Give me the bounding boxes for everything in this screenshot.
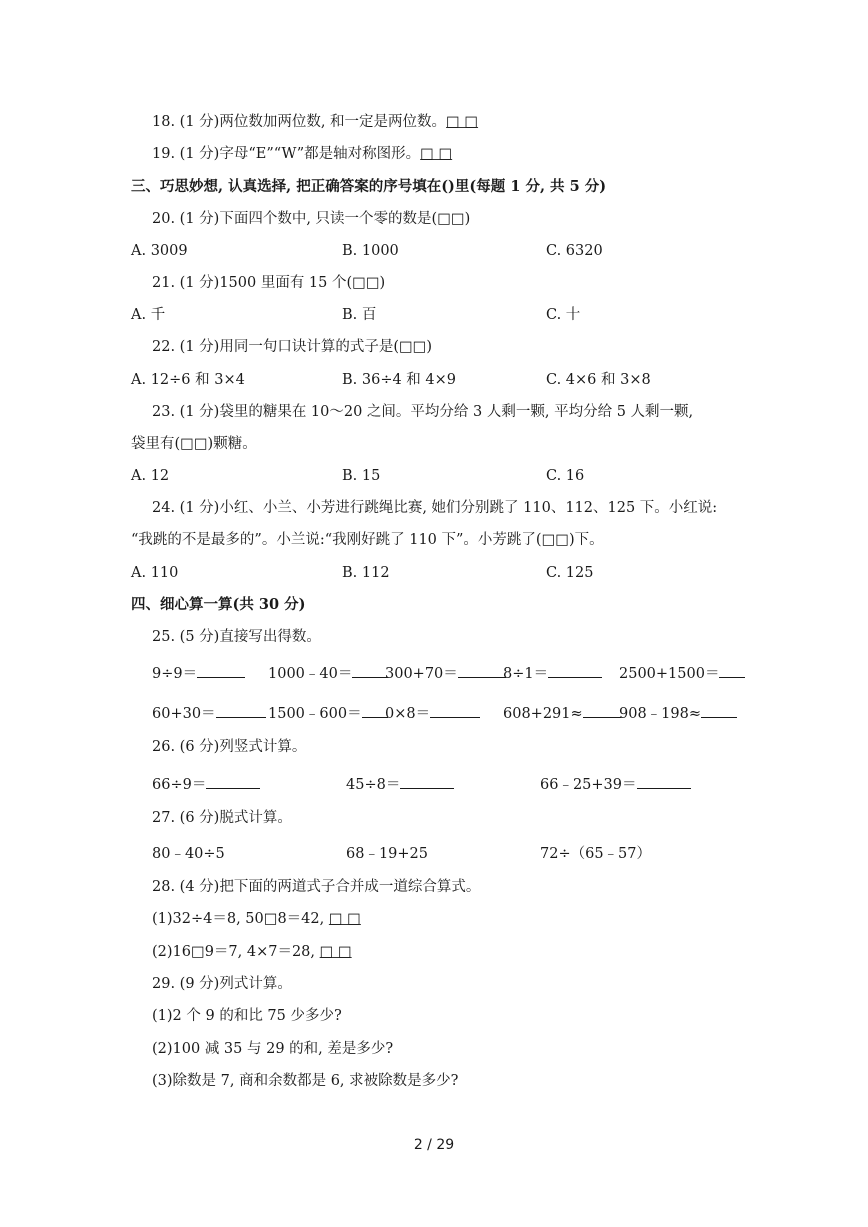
calc-item: 1500﹣600＝	[268, 703, 388, 724]
answer-blank[interactable]: □ □	[328, 911, 361, 927]
question-26: 26. (6 分)列竖式计算。	[152, 739, 307, 755]
calc-item: 0×8＝	[385, 703, 480, 724]
option-a[interactable]: A. 12÷6 和 3×4	[131, 372, 245, 388]
question-19	[152, 144, 452, 164]
calc-item: 66÷9＝	[152, 774, 260, 795]
page-number: 2 / 29	[413, 1137, 455, 1153]
calc-item: 2500+1500＝	[619, 663, 745, 684]
answer-blank[interactable]	[352, 663, 388, 678]
option-c[interactable]: C. 125	[546, 565, 594, 581]
question-29: 29. (9 分)列式计算。	[152, 976, 292, 992]
calc-item: 300+70＝	[385, 663, 506, 684]
section-heading-3: 三、巧思妙想, 认真选择, 把正确答案的序号填在()里(每题 1 分, 共 5 分)	[131, 178, 607, 195]
question-23-line-2: 袋里有(□□)颗糖。	[131, 436, 257, 452]
calc-item: 8÷1＝	[503, 663, 602, 684]
option-b[interactable]: B. 112	[342, 565, 390, 581]
section-heading-4: 四、细心算一算(共 30 分)	[131, 596, 306, 613]
question-19-text: 19. (1 分)字母“E”“W”都是轴对称图形。	[152, 146, 421, 162]
answer-blank[interactable]	[400, 774, 454, 789]
calc-item: 9÷9＝	[152, 663, 245, 684]
question-22: 22. (1 分)用同一句口诀计算的式子是(□□)	[152, 339, 433, 355]
question-24-line-2: “我跳的不是最多的”。小兰说:“我刚好跳了 110 下”。小芳跳了(□□)下。	[131, 532, 604, 548]
answer-blank[interactable]	[216, 703, 266, 718]
question-21: 21. (1 分)1500 里面有 15 个(□□)	[152, 275, 386, 291]
answer-blank[interactable]	[206, 774, 260, 789]
question-18-text: 18. (1 分)两位数加两位数, 和一定是两位数。	[152, 114, 447, 130]
question-28-part-2: (2)16□9＝7, 4×7＝28, □ □	[152, 944, 352, 960]
answer-blank[interactable]	[362, 703, 388, 718]
answer-blank[interactable]	[637, 774, 691, 789]
option-a[interactable]: A. 110	[131, 565, 179, 581]
option-b[interactable]: B. 百	[342, 307, 377, 323]
question-28-part-1: (1)32÷4＝8, 50□8＝42, □ □	[152, 911, 361, 927]
answer-blank[interactable]: □ □	[420, 146, 453, 162]
question-29-part-3: (3)除数是 7, 商和余数都是 6, 求被除数是多少?	[152, 1073, 459, 1089]
question-24-line-1: 24. (1 分)小红、小兰、小芳进行跳绳比赛, 她们分别跳了 110、112、125 下。小红说:	[152, 500, 718, 516]
answer-blank[interactable]	[583, 703, 621, 718]
answer-blank[interactable]	[458, 663, 506, 678]
calc-item: 60+30＝	[152, 703, 266, 724]
option-a[interactable]: A. 3009	[131, 243, 188, 259]
calc-item: 608+291≈	[503, 703, 621, 724]
calc-item: 68﹣19+25	[346, 846, 429, 862]
question-18	[152, 112, 478, 132]
calc-item: 72÷（65﹣57）	[540, 846, 652, 862]
option-b[interactable]: B. 1000	[342, 243, 399, 259]
option-b[interactable]: B. 36÷4 和 4×9	[342, 372, 457, 388]
question-29-part-1: (1)2 个 9 的和比 75 少多少?	[152, 1008, 342, 1024]
option-c[interactable]: C. 4×6 和 3×8	[546, 372, 651, 388]
option-c[interactable]: C. 16	[546, 468, 585, 484]
answer-blank[interactable]	[701, 703, 737, 718]
answer-blank[interactable]: □ □	[446, 114, 479, 130]
calc-item: 66﹣25+39＝	[540, 774, 691, 795]
question-20: 20. (1 分)下面四个数中, 只读一个零的数是(□□)	[152, 211, 471, 227]
calc-item: 1000﹣40＝	[268, 663, 388, 684]
answer-blank[interactable]	[548, 663, 602, 678]
option-c[interactable]: C. 6320	[546, 243, 603, 259]
question-29-part-2: (2)100 减 35 与 29 的和, 差是多少?	[152, 1041, 394, 1057]
answer-blank[interactable]	[197, 663, 245, 678]
question-23-line-1: 23. (1 分)袋里的糖果在 10～20 之间。平均分给 3 人剩一颗, 平均分给 5 人剩一颗,	[152, 404, 694, 420]
question-25: 25. (5 分)直接写出得数。	[152, 629, 321, 645]
question-28: 28. (4 分)把下面的两道式子合并成一道综合算式。	[152, 879, 481, 895]
answer-blank[interactable]	[430, 703, 480, 718]
option-a[interactable]: A. 12	[131, 468, 170, 484]
answer-blank[interactable]	[719, 663, 745, 678]
calc-item: 80﹣40÷5	[152, 846, 225, 862]
answer-blank[interactable]: □ □	[319, 944, 352, 960]
calc-item: 908﹣198≈	[619, 703, 737, 724]
option-b[interactable]: B. 15	[342, 468, 381, 484]
option-c[interactable]: C. 十	[546, 307, 581, 323]
question-27: 27. (6 分)脱式计算。	[152, 810, 292, 826]
option-a[interactable]: A. 千	[131, 307, 166, 323]
calc-item: 45÷8＝	[346, 774, 454, 795]
